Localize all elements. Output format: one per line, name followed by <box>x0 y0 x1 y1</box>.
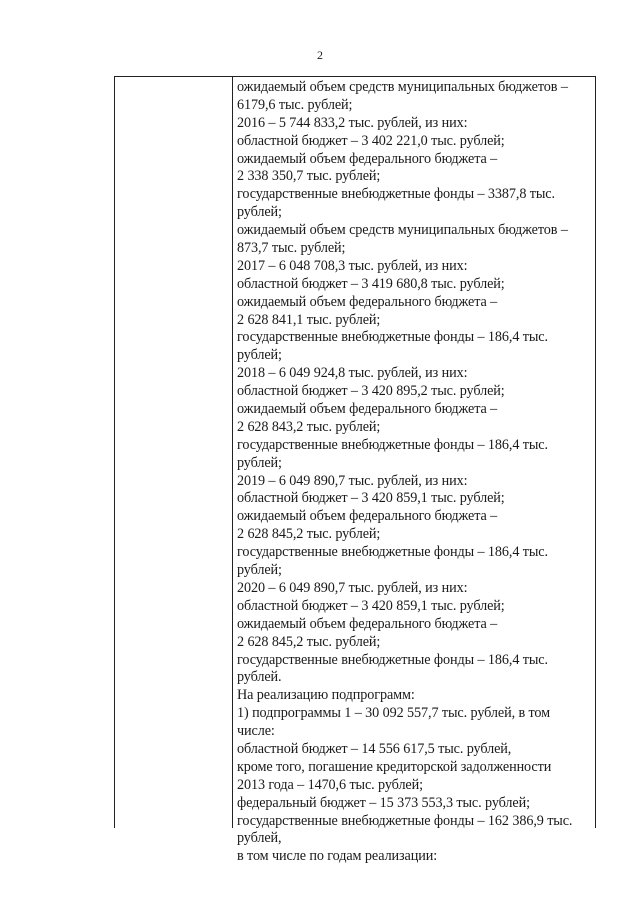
text-line: На реализацию подпрограмм: <box>237 687 415 704</box>
text-line: ожидаемый объем федерального бюджета – <box>237 401 498 418</box>
text-line: 2019 – 6 049 890,7 тыс. рублей, из них: <box>237 472 468 489</box>
text-line: областной бюджет – 3 420 859,1 тыс. рублей; <box>237 490 505 507</box>
text-line: 2 628 841,1 тыс. рублей; <box>237 311 381 328</box>
text-line: рублей; <box>237 204 282 221</box>
text-line: 1) подпрограммы 1 – 30 092 557,7 тыс. рублей, в том <box>237 705 551 722</box>
text-line: 2018 – 6 049 924,8 тыс. рублей, из них: <box>237 365 468 382</box>
text-line: 2013 года – 1470,6 тыс. рублей; <box>237 776 423 793</box>
text-line: рублей; <box>237 454 282 471</box>
page-number: 2 <box>317 48 323 62</box>
text-line: областной бюджет – 3 419 680,8 тыс. рублей; <box>237 275 505 292</box>
text-line: ожидаемый объем федерального бюджета – <box>237 615 498 632</box>
text-line: государственные внебюджетные фонды – 3387,8 тыс. <box>237 186 555 203</box>
text-line: 2 338 350,7 тыс. рублей; <box>237 168 381 185</box>
table-right-column <box>237 79 595 866</box>
text-line: числе: <box>237 723 275 740</box>
text-line: ожидаемый объем федерального бюджета – <box>237 508 498 525</box>
text-line: 2 628 845,2 тыс. рублей; <box>237 633 381 650</box>
text-line: 2017 – 6 048 708,3 тыс. рублей, из них: <box>237 257 468 274</box>
text-line: ожидаемый объем средств муниципальных бюджетов – <box>237 222 568 239</box>
table-left-column <box>115 77 233 828</box>
text-line: 6179,6 тыс. рублей; <box>237 96 353 113</box>
text-line: рублей, <box>237 830 282 847</box>
text-line: 873,7 тыс. рублей; <box>237 240 346 257</box>
text-line: ожидаемый объем средств муниципальных бюджетов – <box>237 79 568 95</box>
text-line: 2020 – 6 049 890,7 тыс. рублей, из них: <box>237 579 468 596</box>
text-line: государственные внебюджетные фонды – 162 386,9 тыс. <box>237 812 573 829</box>
text-line: 2 628 845,2 тыс. рублей; <box>237 526 381 543</box>
text-line: 2016 – 5 744 833,2 тыс. рублей, из них: <box>237 114 468 131</box>
text-line: областной бюджет – 3 420 859,1 тыс. рублей; <box>237 597 505 614</box>
text-line: рублей; <box>237 347 282 364</box>
text-line: рублей. <box>237 669 282 686</box>
text-line: государственные внебюджетные фонды – 186,4 тыс. <box>237 436 548 453</box>
text-line: государственные внебюджетные фонды – 186,4 тыс. <box>237 651 548 668</box>
text-line: федеральный бюджет – 15 373 553,3 тыс. рублей; <box>237 794 530 811</box>
text-line: 2 628 843,2 тыс. рублей; <box>237 418 381 435</box>
text-line: в том числе по годам реализации: <box>237 848 438 865</box>
text-line: областной бюджет – 14 556 617,5 тыс. рублей, <box>237 740 512 757</box>
text-line: областной бюджет – 3 420 895,2 тыс. рублей; <box>237 383 505 400</box>
text-line: ожидаемый объем федерального бюджета – <box>237 293 498 310</box>
document-table <box>114 76 596 865</box>
text-line: государственные внебюджетные фонды – 186,4 тыс. <box>237 544 548 561</box>
text-line: областной бюджет – 3 402 221,0 тыс. рублей; <box>237 132 505 149</box>
text-line: государственные внебюджетные фонды – 186,4 тыс. <box>237 329 548 346</box>
text-line: кроме того, погашение кредиторской задолженности <box>237 758 552 775</box>
text-line: ожидаемый объем федерального бюджета – <box>237 150 498 167</box>
text-line: рублей; <box>237 562 282 579</box>
